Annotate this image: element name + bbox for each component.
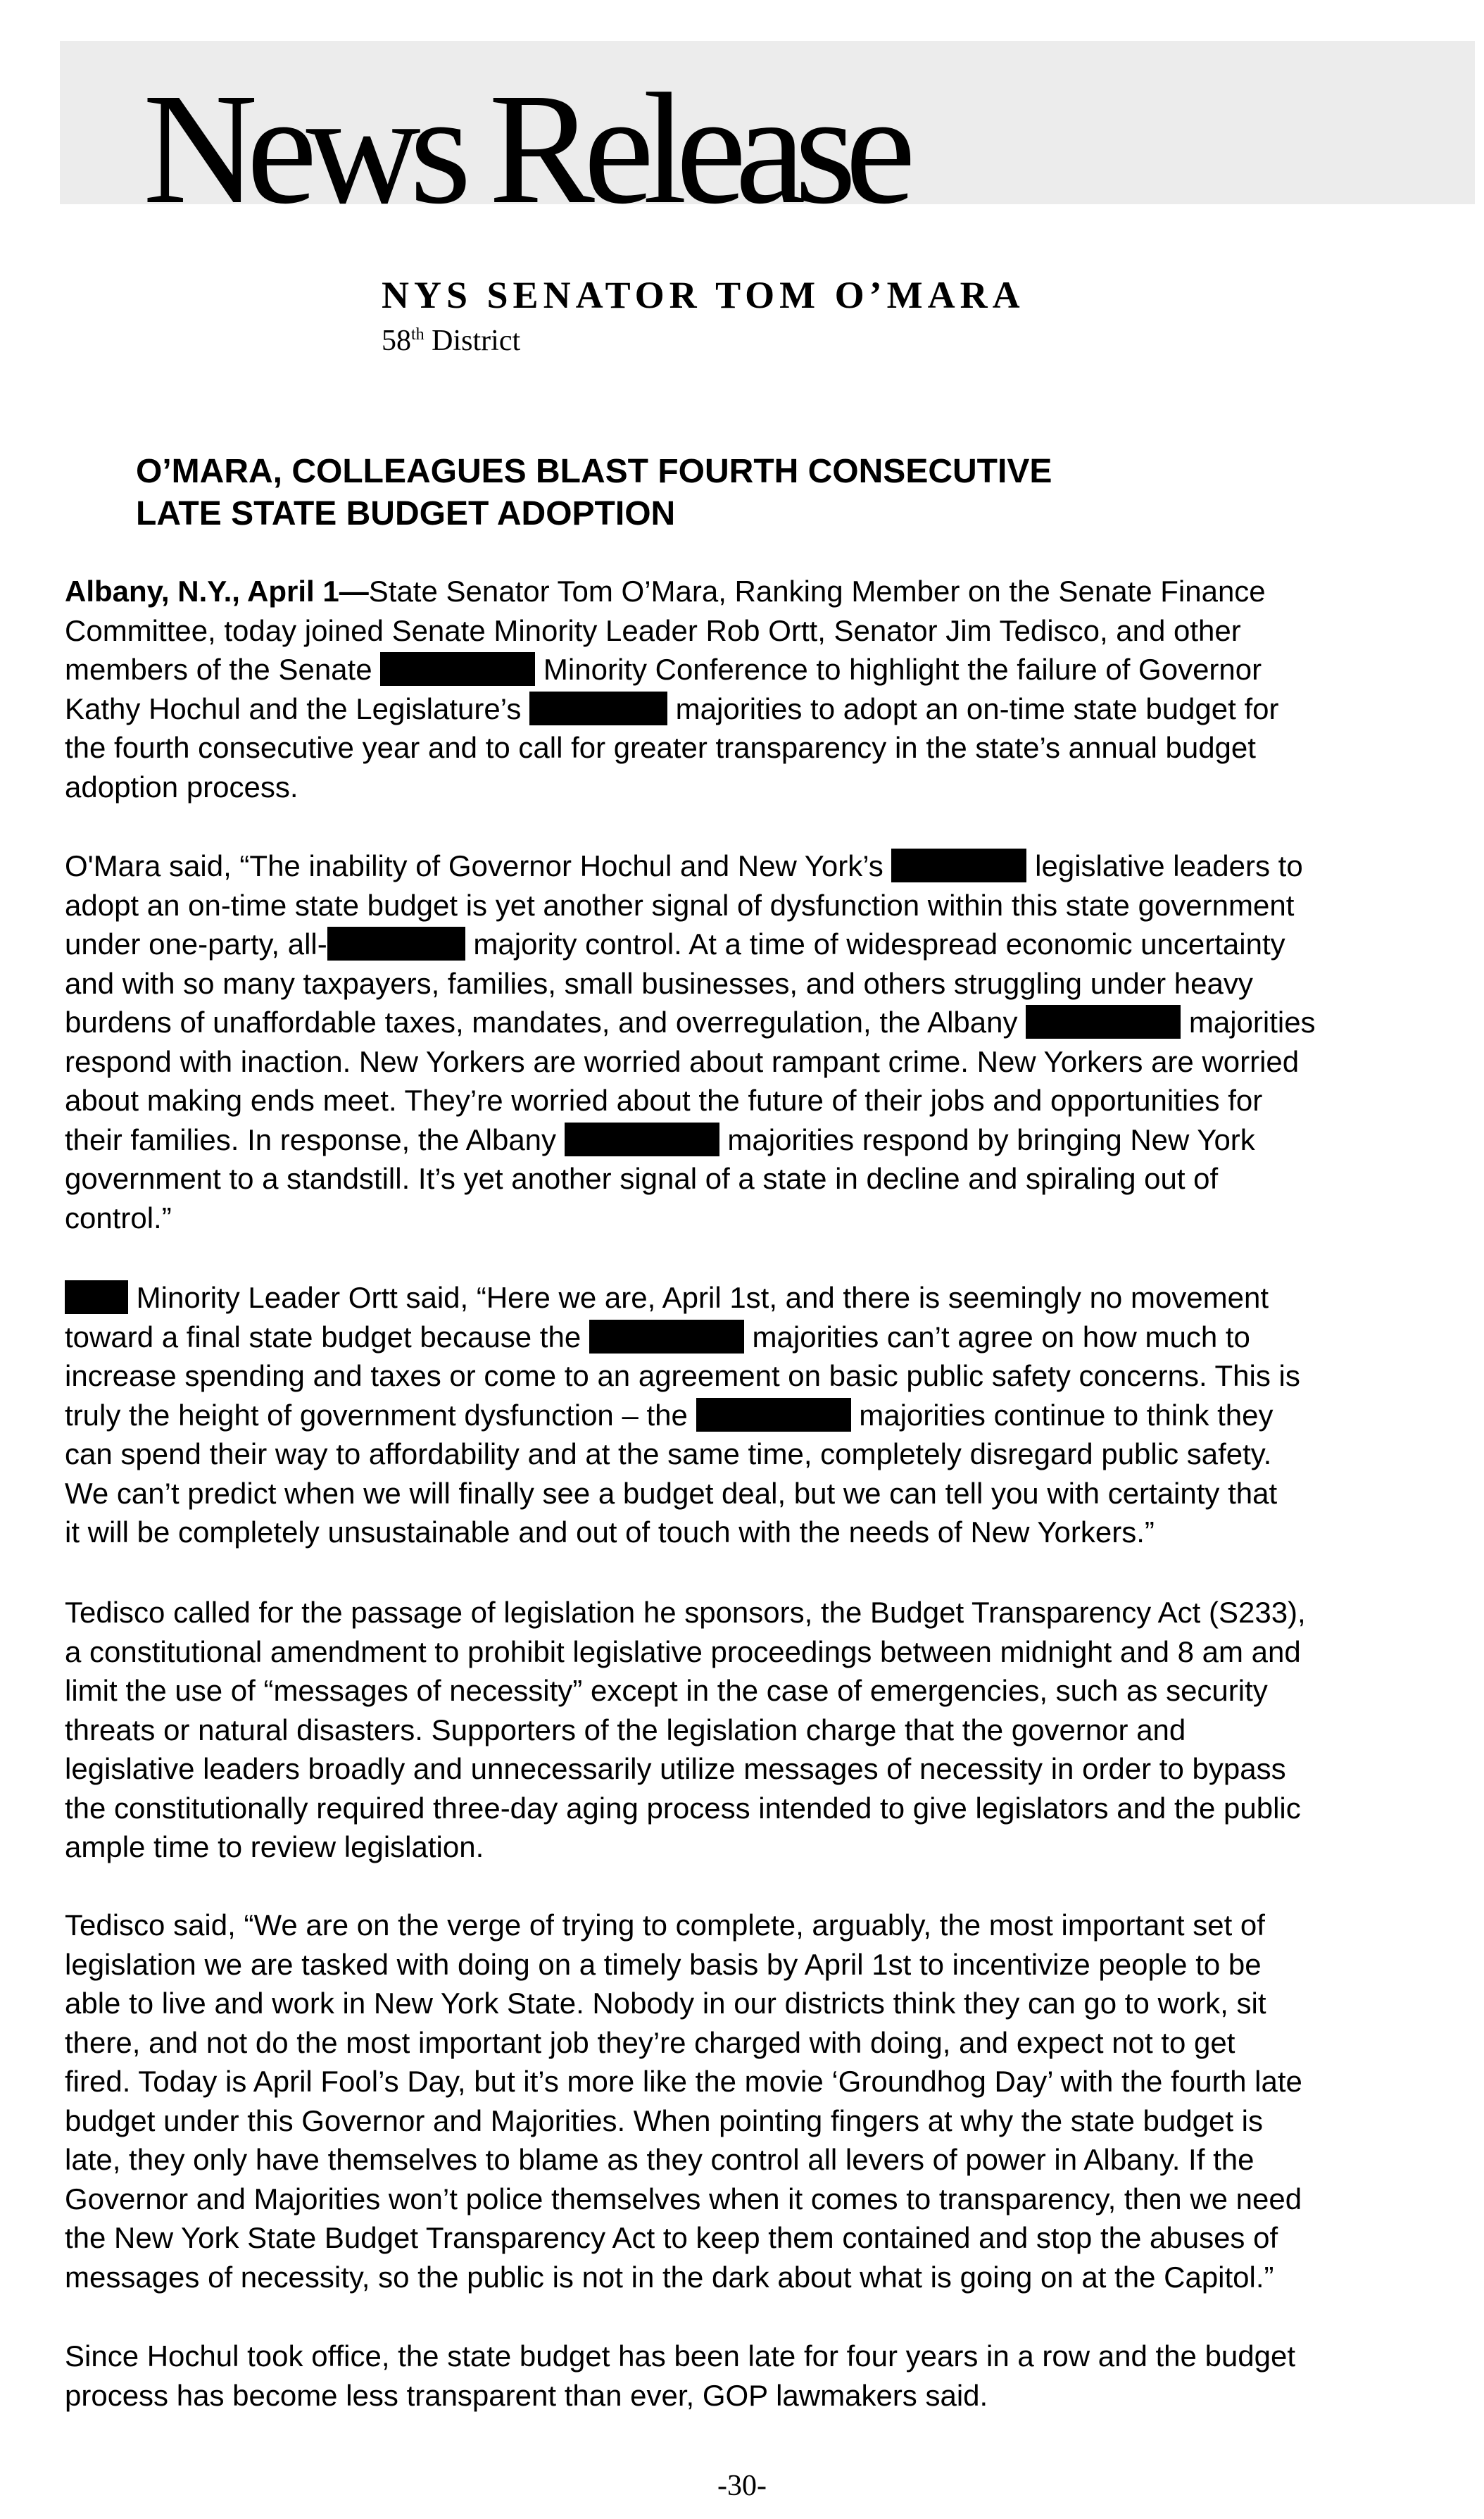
redaction-box [891, 849, 1026, 882]
dateline: Albany, N.Y., April 1— [65, 575, 369, 608]
redaction-box [696, 1398, 851, 1432]
redaction-box [589, 1320, 744, 1354]
paragraph-4: Tedisco called for the passage of legislation he sponsors, the Budget Transparency Act (S233), a constitutional amendment to prohibit legislative proceedings between midnight and 8 am and limit the use of “messages of necessity” except in the case of emergencies, such as security threats or natural disasters. Supporters of the legislation charge that the governor and legislative leaders broadly and unnecessarily utilize messages of necessity in order to bypass the constitutionally required three-day aging process intended to give legislators and the public ample time to review legislation. [65, 1596, 1306, 1863]
paragraph-1: Albany, N.Y., April 1—State Senator Tom O’Mara, Ranking Member on the Senate Finance Committee, today joined Senate Minority Leader Rob Ortt, Senator Jim Tedisco, and other members of the Senate Minority Conference to highlight the failure of Governor Kathy Hochul and the Legislature’s majorities to adopt an on-time state budget for the fourth consecutive year and to call for greater transparency in the state’s annual budget adoption process. [65, 575, 1279, 804]
paragraph-3: Minority Leader Ortt said, “Here we are, April 1st, and there is seemingly no movement toward a final state budget because the majorities can’t agree on how much to increase spending and taxes or come to an agreement on basic public safety concerns. This is truly the height of government dysfunction – the majorities continue to think they can spend their way to affordability and at the same time, completely disregard public safety. We can’t predict when we will finally see a budget deal, but we can tell you with certainty that it will be completely unsustainable and out of touch with the needs of New Yorkers.” [65, 1281, 1300, 1549]
end-marker: -30- [717, 2470, 767, 2502]
redaction-box [65, 1280, 128, 1314]
paragraph-6: Since Hochul took office, the state budget has been late for four years in a row and the budget process has become less transparent than ever, GOP lawmakers said. [65, 2339, 1296, 2412]
redaction-box [565, 1123, 719, 1156]
paragraph-5: Tedisco said, “We are on the verge of trying to complete, arguably, the most important set of legislation we are tasked with doing on a timely basis by April 1st to incentivize people to be able to live and work in New York State. Nobody in our districts think they can go to work, sit there, and not do the most important job they’re charged with doing, and expect not to get fired. Today is April Fool’s Day, but it’s more like the movie ‘Groundhog Day’ with the fourth late budget under this Governor and Majorities. When pointing fingers at why the state budget is late, they only have themselves to blame as they control all levers of power in Albany. If the Governor and Majorities won’t police themselves when it comes to transparency, then we need the New York State Budget Transparency Act to keep them contained and stop the abuses of messages of necessity, so the public is not in the dark about what is going on at the Capitol.” [65, 1908, 1302, 2294]
redaction-box [529, 692, 667, 725]
masthead-band [60, 41, 1475, 237]
senator-name: NYS SENATOR TOM O’MARA [382, 274, 1025, 316]
paragraph-2: O'Mara said, “The inability of Governor Hochul and New York’s legislative leaders to adopt an on-time state budget is yet another signal of dysfunction within this state government under one-party, all- majority control. At a time of widespread economic uncertainty and with so many taxpayers, families, small businesses, and others struggling under heavy burdens of unaffordable taxes, mandates, and overregulation, the Albany majorities respond with inaction. New Yorkers are worried about rampant crime. New Yorkers are worried about making ends meet. They’re worried about the future of their jobs and opportunities for their families. In response, the Albany majorities respond by bringing New York government to a standstill. It’s yet another signal of a state in decline and spiraling out of control.” [65, 849, 1316, 1235]
headline-line: LATE STATE BUDGET ADOPTION [136, 495, 676, 532]
redaction-box [327, 927, 465, 961]
redaction-box [1026, 1005, 1181, 1039]
headline-line: O’MARA, COLLEAGUES BLAST FOURTH CONSECUTIVE [136, 453, 1052, 490]
headline [136, 451, 1052, 535]
senator-district: 58th District [382, 325, 521, 357]
redaction-box [380, 652, 535, 686]
masthead-title: News Release [143, 61, 905, 237]
